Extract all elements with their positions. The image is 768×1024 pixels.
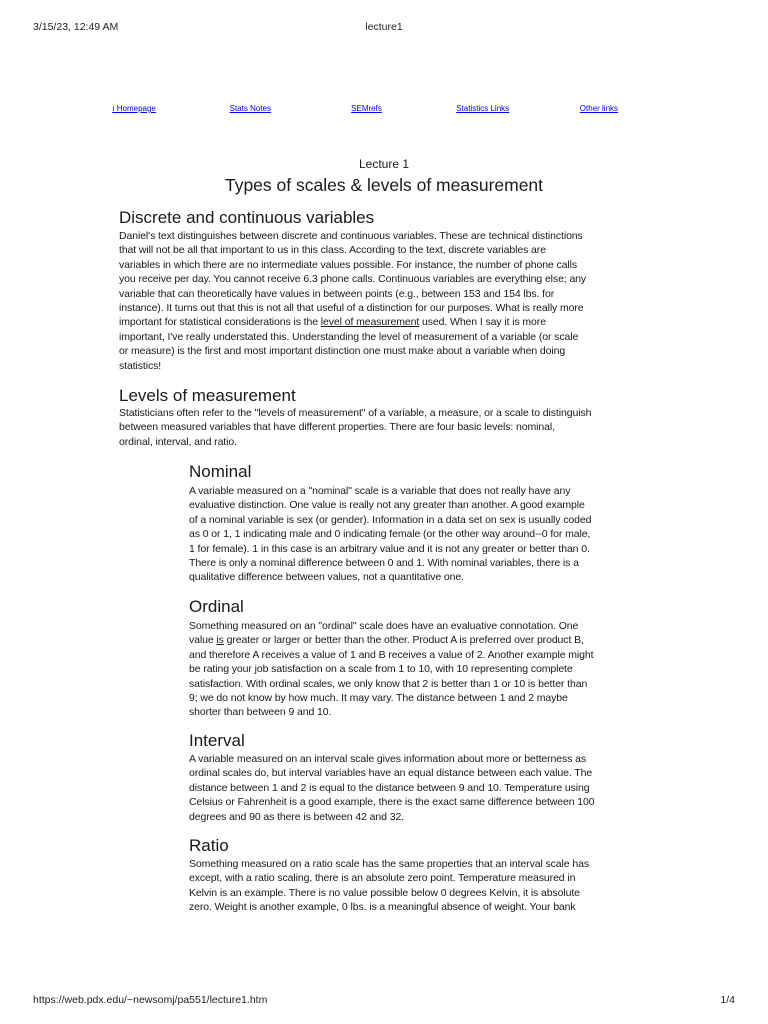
text-line: evaluative distinction. One value is really not any greater than another. A good example — [189, 499, 585, 512]
section-heading-interval: Interval — [189, 731, 245, 750]
print-header-title: lecture1 — [365, 21, 403, 33]
text-line: 9; we do not know by how much. It may vary. The distance between 1 and 2 maybe — [189, 692, 568, 705]
section-body-interval — [189, 752, 595, 824]
text-line: variable that can theoretically have values in between points (e.g., between 153 and 154 lbs. for — [119, 287, 555, 300]
text-line: and therefore A receives a value of 1 and B receives a value of 2. Another example might — [189, 648, 594, 661]
text-line: as 0 or 1, 1 indicating male and 0 indicating female (or the other way around--0 for male, — [189, 528, 591, 541]
text-line — [119, 315, 586, 329]
text-line: except, with a ratio scaling, there is an absolute zero point. Temperature measured in — [189, 872, 576, 885]
text-segment: value — [189, 634, 217, 647]
text-line: Something measured on a ratio scale has the same properties that an interval scale has — [189, 858, 589, 870]
text-line: satisfaction. With ordinal scales, we only know that 2 is better than 1 or 10 is better than — [189, 677, 588, 690]
print-header-datetime: 3/15/23, 12:49 AM — [33, 21, 119, 33]
text-line: Celsius or Fahrenheit is a good example, there is the exact same difference between 100 — [189, 796, 595, 809]
text-segment: important for statistical considerations is the — [119, 316, 321, 329]
section-heading-nominal: Nominal — [189, 462, 252, 481]
text-line: There is only a nominal difference between 0 and 1. With nominal variables, there is a — [189, 557, 579, 570]
nav-link-homepage[interactable]: ı Homepage — [112, 104, 156, 113]
section-body-ratio — [189, 857, 589, 915]
page-title: Types of scales & levels of measurement — [224, 175, 544, 195]
text-line: or measure) is the first and most important distinction one must make about a variable when doing — [119, 345, 566, 358]
underlined-text: is — [216, 634, 224, 647]
text-line: you receive per day. You cannot receive 6.3 phone calls. Continuous variables are everything else; any — [119, 273, 587, 286]
text-line: 1 for female). 1 in this case is an arbitrary value and it is not any greater or better than 0. — [189, 542, 590, 555]
section-heading-ratio: Ratio — [189, 836, 229, 855]
text-line: Kelvin is an example. There is no value possible below 0 degrees Kelvin, it is absolute — [189, 886, 580, 899]
text-line: degrees and 90 as there is between 42 and 32. — [189, 810, 404, 823]
text-line: of a nominal variable is sex (or gender). Information in a data set on sex is usually coded — [189, 513, 592, 526]
text-line: shorter than between 9 and 10. — [189, 706, 332, 719]
text-line: A variable measured on a "nominal" scale is a variable that does not really have any — [189, 485, 571, 497]
text-line: ordinal, interval, and ratio. — [119, 435, 237, 448]
nav-link-stats-notes[interactable]: Stats Notes — [229, 104, 271, 113]
underlined-text: level of measurement — [320, 316, 420, 329]
text-segment: used. When I say it is more — [419, 316, 546, 329]
lecture-label: Lecture 1 — [358, 157, 410, 171]
text-line: Daniel's text distinguishes between discrete and continuous variables. These are technical distinctions — [119, 230, 583, 242]
text-line: qualitative difference between values, not a quantitative one. — [189, 571, 464, 584]
print-footer-page-number: 1/4 — [720, 994, 735, 1006]
section-heading-discrete-continuous: Discrete and continuous variables — [119, 208, 375, 227]
text-line: A variable measured on an interval scale gives information about more or betterness as — [189, 753, 587, 765]
text-line: variables in which there are no intermediate values possible. For instance, the number of phone calls — [119, 258, 577, 271]
text-line: be rating your job satisfaction on a scale from 1 to 10, with 10 representing complete — [189, 663, 573, 676]
section-body-discrete-continuous — [119, 229, 586, 373]
top-nav — [76, 103, 657, 115]
nav-link-statistics-links[interactable]: Statistics Links — [456, 104, 510, 113]
text-line: between measured variables that have different properties. There are four basic levels: nominal, — [119, 421, 555, 434]
text-line: Something measured on an "ordinal" scale does have an evaluative connotation. One — [189, 620, 579, 632]
text-line: zero. Weight is another example, 0 lbs. is a meaningful absence of weight. Your bank — [189, 901, 576, 914]
nav-link-other-links[interactable]: Other links — [579, 104, 619, 113]
section-body-ordinal — [189, 619, 593, 720]
text-line: important, I've really understated this. Understanding the level of measurement of a variable (or scale — [119, 330, 579, 343]
text-line: Statisticians often refer to the "levels of measurement" of a variable, a measure, or a scale to distinguish — [119, 407, 592, 419]
text-line: ordinal scales do, but interval variables have an equal distance between each value. The — [189, 767, 593, 780]
text-line: that will not be all that important to us in this class. According to the text, discrete variables are — [119, 244, 546, 257]
text-line — [189, 633, 593, 647]
section-heading-ordinal: Ordinal — [189, 597, 244, 616]
text-line: distance between 1 and 2 is equal to the distance between 9 and 10. Temperature using — [189, 781, 590, 794]
section-body-levels — [119, 406, 591, 449]
print-footer-url: https://web.pdx.edu/~newsomj/pa551/lecture1.htm — [33, 994, 268, 1006]
text-line: instance). It turns out that this is not all that useful of a distinction for our purposes. What is really more — [119, 302, 584, 315]
text-segment: greater or larger or better than the other. Product A is preferred over product B, — [223, 634, 584, 647]
section-heading-levels: Levels of measurement — [119, 386, 296, 405]
section-body-nominal — [189, 484, 591, 585]
text-line: statistics! — [119, 359, 162, 372]
nav-link-semrefs[interactable]: SEMrefs — [351, 104, 382, 113]
